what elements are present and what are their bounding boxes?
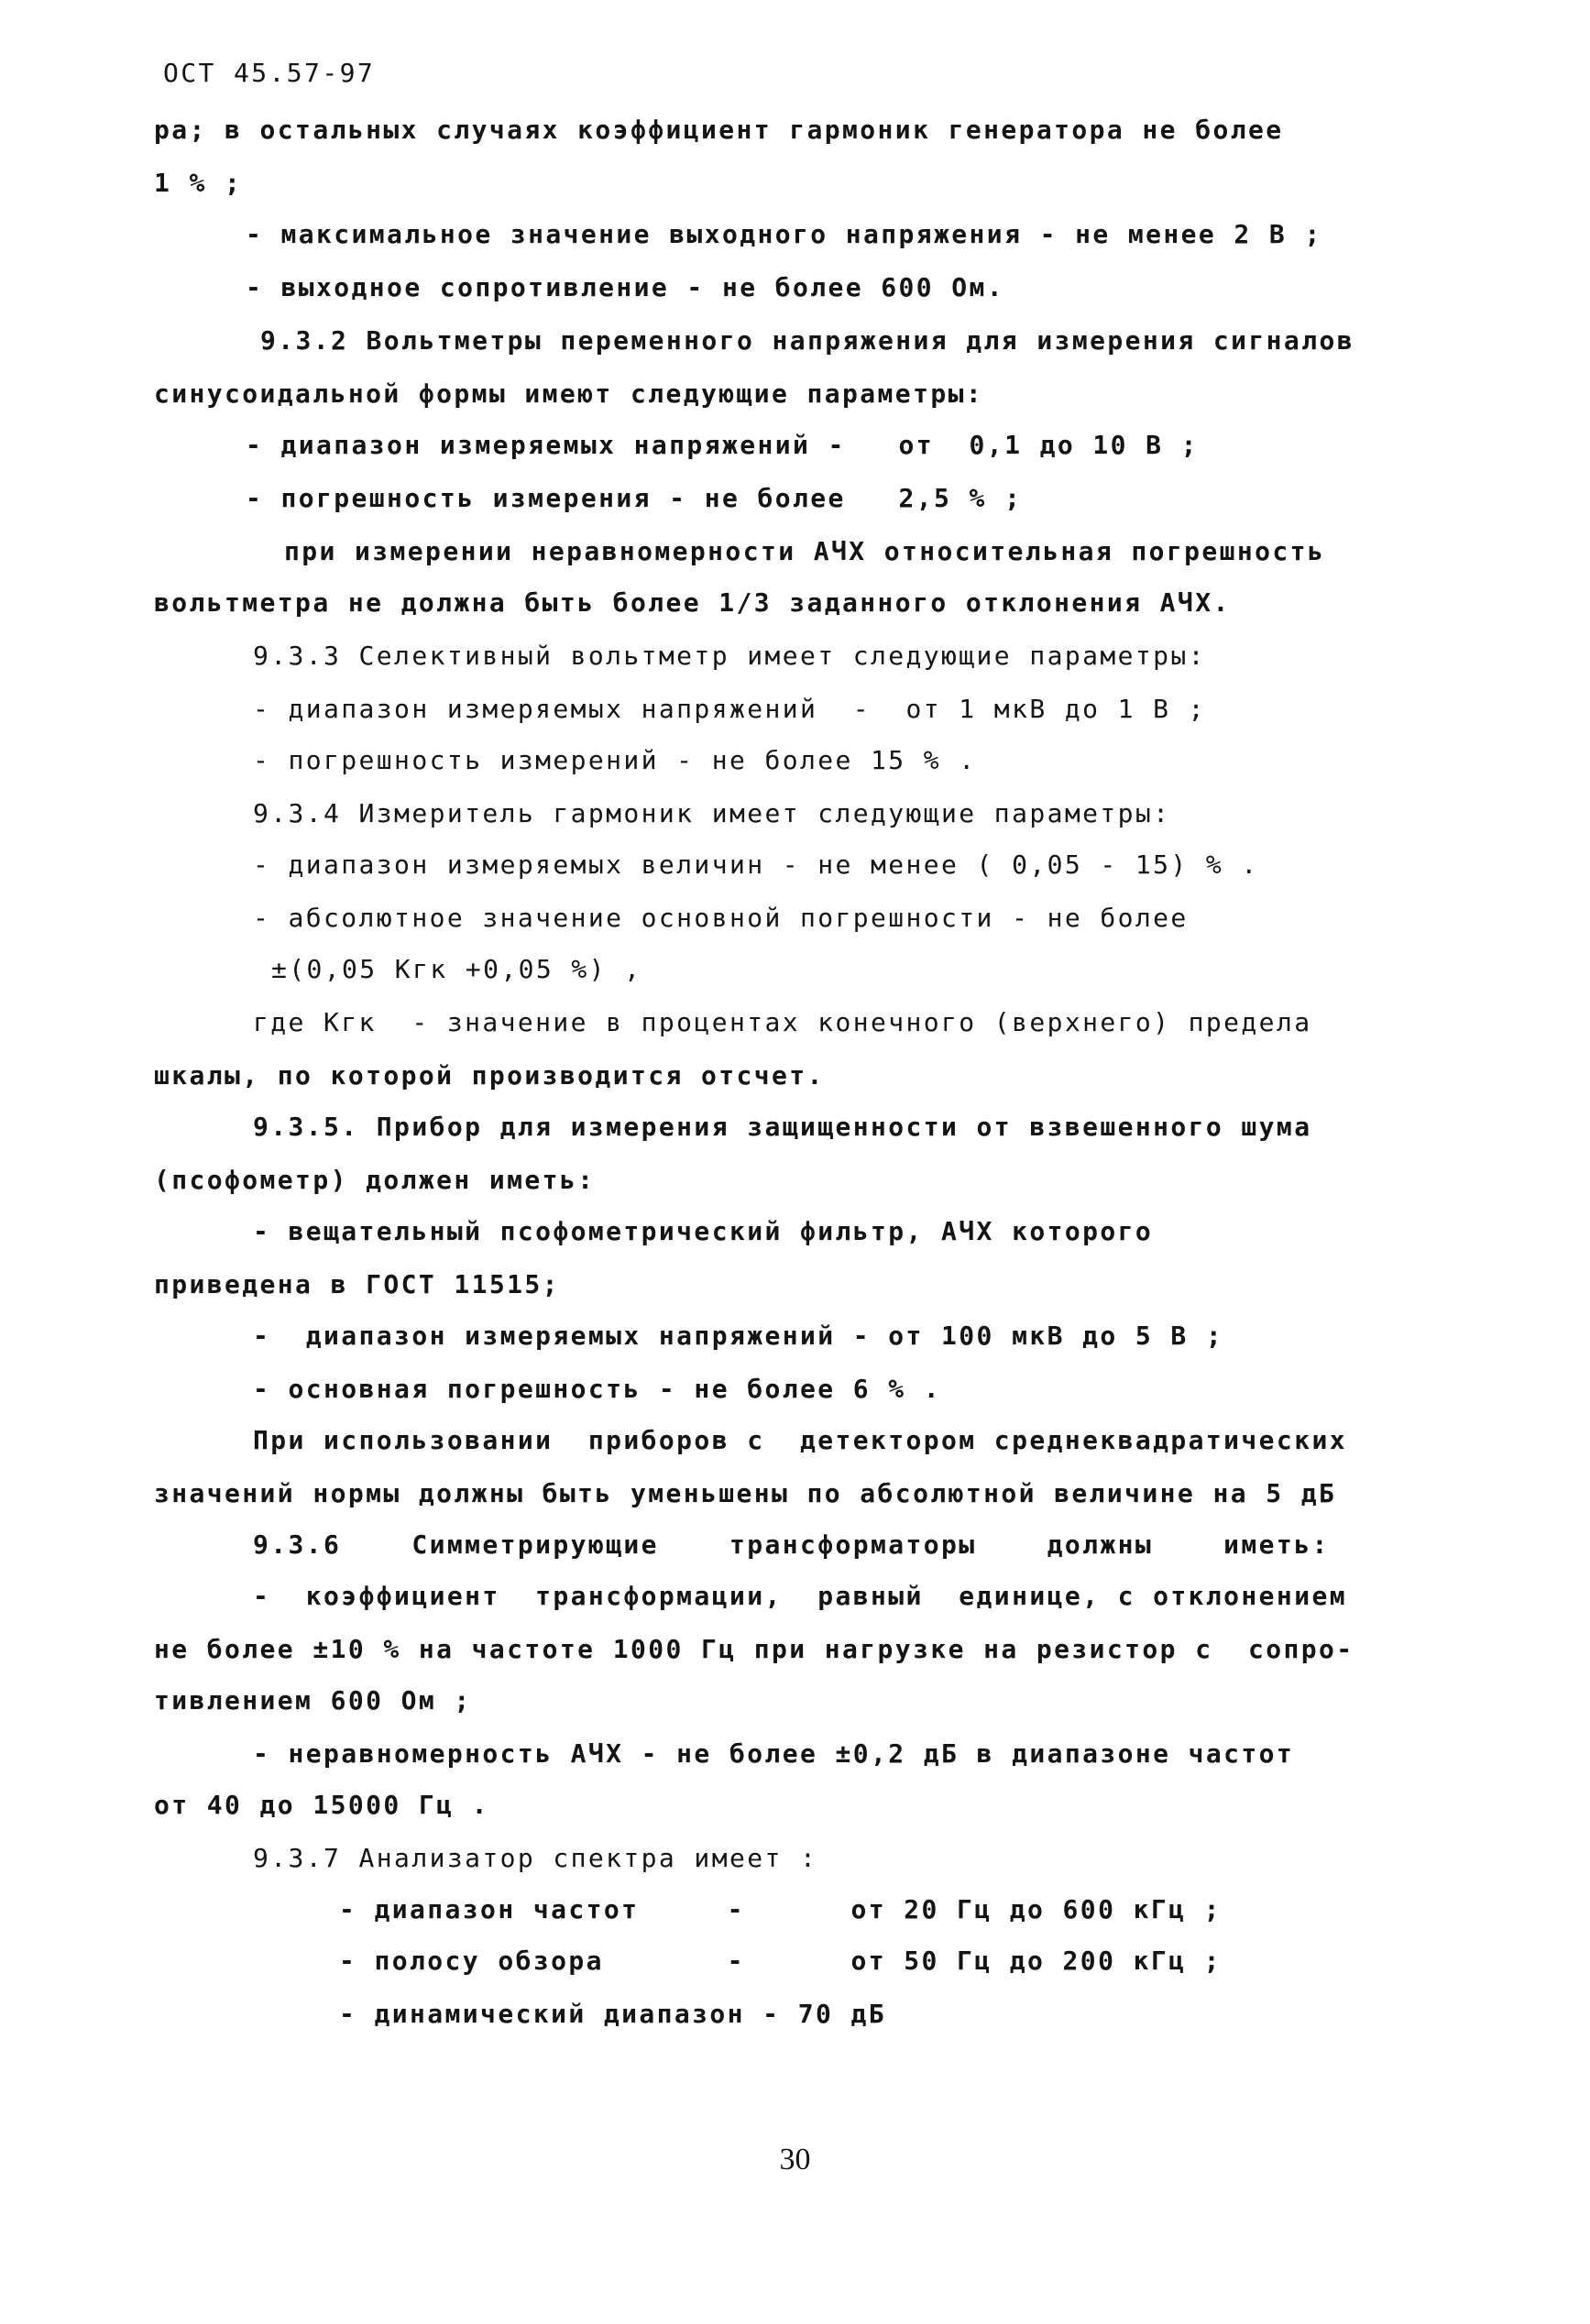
- section-heading: 9.3.5. Прибор для измерения защищенности от взвешенного шума: [253, 1112, 1312, 1142]
- page-number: 30: [779, 2143, 811, 2176]
- text-line: шкалы, по которой производится отсчет.: [154, 1060, 825, 1091]
- text-line: - полосу обзора - от 50 Гц до 200 кГц ;: [339, 1946, 1222, 1976]
- text-line: приведена в ГОСТ 11515;: [154, 1269, 560, 1299]
- section-heading: 9.3.3 Селективный вольтметр имеет следующие параметры:: [253, 641, 1206, 671]
- text-line: - диапазон измеряемых напряжений - от 1 мкВ до 1 В ;: [253, 694, 1206, 724]
- text-line: - погрешность измерений - не более 15 % .: [253, 745, 977, 775]
- text-line: - динамический диапазон - 70 дБ: [339, 1999, 886, 2029]
- text-line: - максимальное значение выходного напряжения - не менее 2 В ;: [246, 219, 1322, 249]
- text-line: - погрешность измерения - не более 2,5 % ;: [246, 483, 1023, 513]
- text-line: - неравномерность АЧХ - не более ±0,2 дБ в диапазоне частот: [253, 1738, 1295, 1769]
- text-line: ±(0,05 Кгк +0,05 %) ,: [271, 954, 642, 984]
- doc-code-header: ОСТ 45.57-97: [163, 58, 376, 88]
- section-heading: 9.3.4 Измеритель гармоник имеет следующие параметры:: [253, 798, 1171, 828]
- text-line: - диапазон измеряемых величин - не менее ( 0,05 - 15) % .: [253, 850, 1259, 880]
- text-line: - диапазон измеряемых напряжений - от 0,1 до 10 В ;: [246, 430, 1199, 460]
- text-line: синусоидальной формы имеют следующие параметры:: [154, 378, 984, 409]
- text-line: - основная погрешность - не более 6 % .: [253, 1374, 942, 1404]
- text-line: - диапазон частот - от 20 Гц до 600 кГц ;: [339, 1894, 1222, 1924]
- text-line: При использовании приборов с детектором среднеквадратических: [253, 1425, 1347, 1455]
- text-line: 1 % ;: [154, 168, 243, 198]
- section-heading: 9.3.7 Анализатор спектра имеет :: [253, 1843, 818, 1873]
- section-heading: 9.3.6 Симметрирующие трансформаторы должны иметь:: [253, 1529, 1330, 1560]
- text-line: от 40 до 15000 Гц .: [154, 1790, 489, 1820]
- text-line: при измерении неравномерности АЧХ относительная погрешность: [284, 536, 1326, 566]
- text-line: тивлением 600 Ом ;: [154, 1685, 472, 1716]
- text-line: - выходное сопротивление - не более 600 Ом.: [246, 272, 1005, 302]
- text-line: - диапазон измеряемых напряжений - от 100 мкВ до 5 В ;: [253, 1321, 1224, 1351]
- text-line: вольтметра не должна быть более 1/3 заданного отклонения АЧХ.: [154, 587, 1231, 618]
- text-line: значений нормы должны быть уменьшены по абсолютной величине на 5 дБ: [154, 1478, 1337, 1508]
- text-line: - коэффициент трансформации, равный единице, с отклонением: [253, 1581, 1347, 1611]
- text-line: - абсолютное значение основной погрешности - не более: [253, 903, 1189, 933]
- text-line: где Кгк - значение в процентах конечного (верхнего) предела: [253, 1007, 1312, 1037]
- text-line: ра; в остальных случаях коэффициент гармоник генератора не более: [154, 115, 1284, 145]
- text-line: (псофометр) должен иметь:: [154, 1165, 596, 1195]
- section-heading: 9.3.2 Вольтметры переменного напряжения для измерения сигналов: [260, 325, 1354, 356]
- text-line: - вещательный псофометрический фильтр, АЧХ которого: [253, 1216, 1154, 1246]
- text-line: не более ±10 % на частоте 1000 Гц при нагрузке на резистор с сопро-: [154, 1634, 1354, 1664]
